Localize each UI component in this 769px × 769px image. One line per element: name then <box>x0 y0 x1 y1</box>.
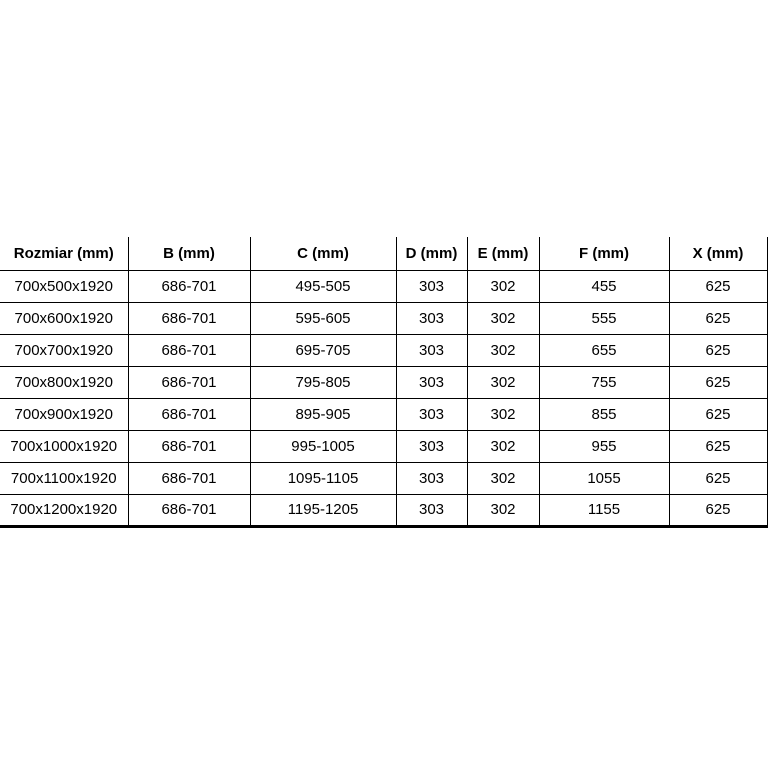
table-cell: 302 <box>467 430 539 462</box>
table-cell: 625 <box>669 462 767 494</box>
table-row <box>0 334 767 366</box>
table-cell: 686-701 <box>128 366 250 398</box>
table-cell: 303 <box>396 270 467 302</box>
table-cell: 686-701 <box>128 334 250 366</box>
table-cell: 625 <box>669 366 767 398</box>
table-cell: 686-701 <box>128 398 250 430</box>
table-cell: 1095-1105 <box>250 462 396 494</box>
table-cell: 686-701 <box>128 270 250 302</box>
table-cell: 955 <box>539 430 669 462</box>
table-cell: 686-701 <box>128 302 250 334</box>
table-cell: 495-505 <box>250 270 396 302</box>
table-cell: 895-905 <box>250 398 396 430</box>
table-body <box>0 270 767 526</box>
table-cell: 655 <box>539 334 669 366</box>
table-cell: 700x500x1920 <box>0 270 128 302</box>
table-cell: 302 <box>467 398 539 430</box>
table-cell: 686-701 <box>128 462 250 494</box>
table-cell: 555 <box>539 302 669 334</box>
table-cell: 625 <box>669 302 767 334</box>
column-header: X (mm) <box>669 237 767 270</box>
table-cell: 302 <box>467 334 539 366</box>
table-cell: 755 <box>539 366 669 398</box>
table-row <box>0 430 767 462</box>
dimensions-table-container <box>0 237 768 528</box>
column-header: F (mm) <box>539 237 669 270</box>
table-cell: 700x1100x1920 <box>0 462 128 494</box>
table-cell: 303 <box>396 366 467 398</box>
table-row <box>0 398 767 430</box>
dimensions-table <box>0 237 768 528</box>
column-header: E (mm) <box>467 237 539 270</box>
table-cell: 695-705 <box>250 334 396 366</box>
table-cell: 1155 <box>539 494 669 526</box>
table-cell: 625 <box>669 270 767 302</box>
table-cell: 625 <box>669 494 767 526</box>
table-cell: 302 <box>467 366 539 398</box>
table-cell: 303 <box>396 494 467 526</box>
table-cell: 795-805 <box>250 366 396 398</box>
table-cell: 855 <box>539 398 669 430</box>
table-cell: 302 <box>467 462 539 494</box>
table-cell: 303 <box>396 302 467 334</box>
table-cell: 686-701 <box>128 430 250 462</box>
table-cell: 595-605 <box>250 302 396 334</box>
table-cell: 303 <box>396 334 467 366</box>
table-row <box>0 366 767 398</box>
table-header <box>0 237 767 270</box>
table-cell: 700x1000x1920 <box>0 430 128 462</box>
table-cell: 1055 <box>539 462 669 494</box>
column-header: Rozmiar (mm) <box>0 237 128 270</box>
table-cell: 625 <box>669 334 767 366</box>
table-row <box>0 270 767 302</box>
table-cell: 700x900x1920 <box>0 398 128 430</box>
table-cell: 302 <box>467 270 539 302</box>
table-cell: 700x700x1920 <box>0 334 128 366</box>
table-cell: 302 <box>467 494 539 526</box>
table-cell: 303 <box>396 398 467 430</box>
table-cell: 625 <box>669 398 767 430</box>
table-cell: 700x600x1920 <box>0 302 128 334</box>
column-header: C (mm) <box>250 237 396 270</box>
table-cell: 686-701 <box>128 494 250 526</box>
table-cell: 303 <box>396 430 467 462</box>
table-cell: 700x800x1920 <box>0 366 128 398</box>
column-header: D (mm) <box>396 237 467 270</box>
table-row <box>0 494 767 526</box>
column-header: B (mm) <box>128 237 250 270</box>
table-cell: 1195-1205 <box>250 494 396 526</box>
table-cell: 455 <box>539 270 669 302</box>
table-row <box>0 302 767 334</box>
table-cell: 700x1200x1920 <box>0 494 128 526</box>
table-cell: 625 <box>669 430 767 462</box>
table-cell: 302 <box>467 302 539 334</box>
table-cell: 303 <box>396 462 467 494</box>
table-row <box>0 462 767 494</box>
table-header-row <box>0 237 767 270</box>
table-cell: 995-1005 <box>250 430 396 462</box>
